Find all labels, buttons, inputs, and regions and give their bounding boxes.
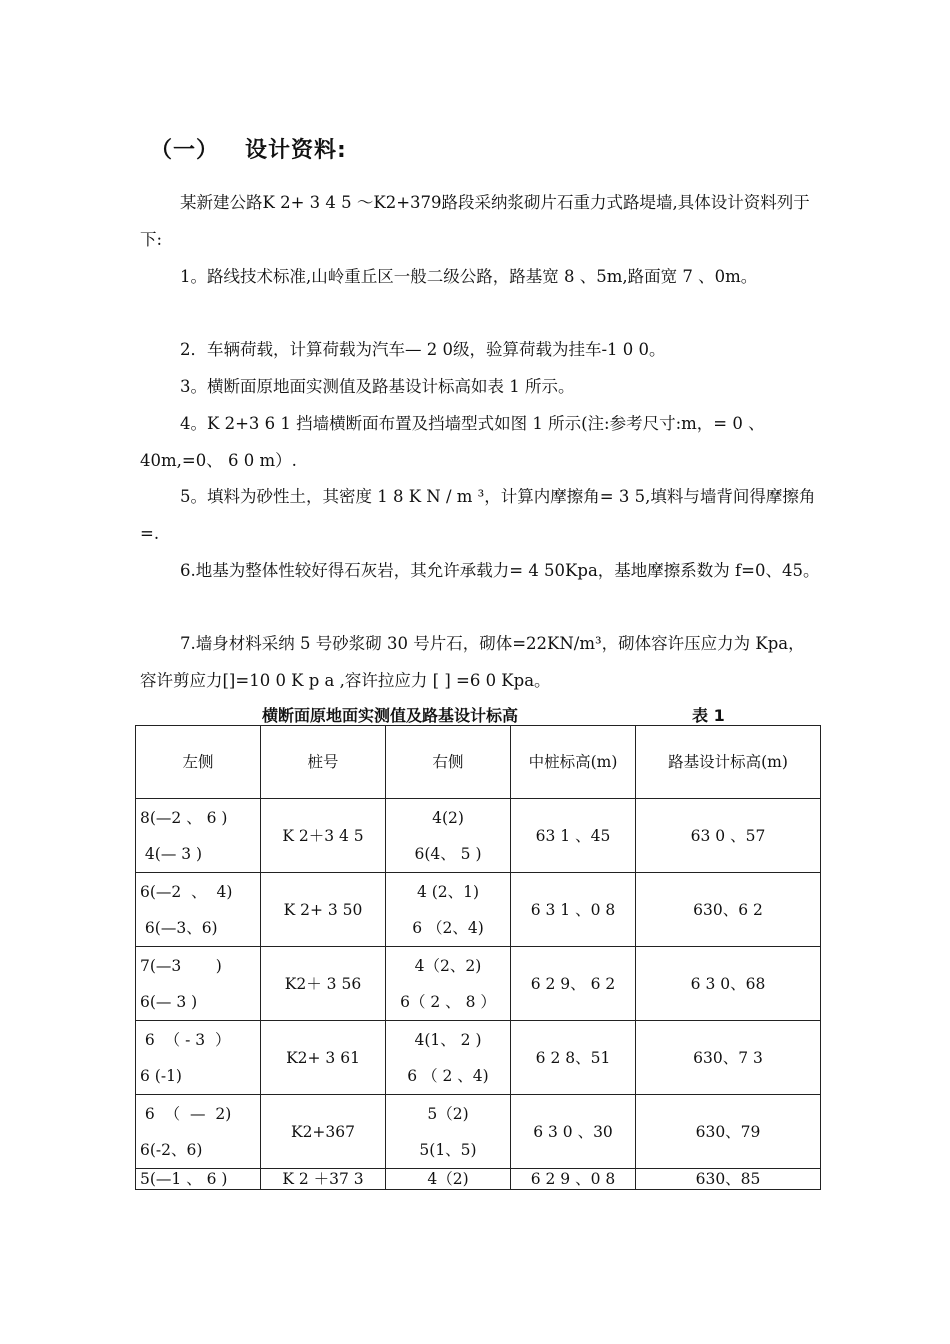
cell-line: 4(1、 2 ) <box>414 1030 482 1049</box>
column-header-right: 右侧 <box>386 726 511 799</box>
cell-line: 6 （ - 3 ） <box>140 1030 231 1049</box>
cell-design-elevation: 630、85 <box>636 1169 821 1190</box>
cell-center-elevation: 63 1 、45 <box>511 799 636 873</box>
cell-line: 6 （2、4) <box>412 918 484 937</box>
paragraph-item-1 <box>140 258 820 295</box>
cell-right-side <box>386 873 511 947</box>
cell-center-elevation: 6 2 9 、0 8 <box>511 1169 636 1190</box>
table-header-row <box>136 726 821 799</box>
table-label: 表 1 <box>692 706 725 725</box>
cell-line: 6（ 2 、 8 ） <box>400 992 496 1011</box>
cell-line: 5(1、5) <box>419 1140 477 1159</box>
cell-left-side <box>136 1169 261 1190</box>
column-header-left: 左侧 <box>136 726 261 799</box>
cell-line: 4（2) <box>427 1170 469 1188</box>
paragraph: 某新建公路K 2+ 3 4 5 ～K2+379路段采纳浆砌片石重力式路堤墙,具体设计资料列于下: <box>140 193 810 249</box>
paragraph: 1。路线技术标准,山岭重丘区一般二级公路，路基宽 8 、5m,路面宽 7 、0m。 <box>180 267 758 286</box>
cell-right-side <box>386 947 511 1021</box>
cell-line: 6 （ — 2) <box>140 1104 232 1123</box>
cell-station: K 2 ＋37 3 <box>261 1169 386 1190</box>
elevation-table <box>135 725 821 1190</box>
paragraph-item-7 <box>140 625 820 699</box>
cell-line: 7(—3 ) <box>140 956 222 975</box>
table-row <box>136 799 821 873</box>
cell-design-elevation: 6 3 0、68 <box>636 947 821 1021</box>
cell-line: 5（2) <box>427 1104 469 1123</box>
cell-center-elevation: 6 3 1 、0 8 <box>511 873 636 947</box>
cell-center-elevation: 6 2 8、51 <box>511 1021 636 1095</box>
section-number: （一） <box>150 138 220 163</box>
table-row <box>136 873 821 947</box>
table-row <box>136 1169 821 1190</box>
paragraph-item-2 <box>140 331 820 368</box>
column-header-station: 桩号 <box>261 726 386 799</box>
cell-line: 6 (-1) <box>140 1066 182 1085</box>
cell-design-elevation: 630、79 <box>636 1095 821 1169</box>
cell-center-elevation: 6 2 9、 6 2 <box>511 947 636 1021</box>
cell-design-elevation: 63 0 、57 <box>636 799 821 873</box>
section-heading <box>150 133 347 164</box>
paragraph: 6.地基为整体性较好得石灰岩，其允许承载力= 4 50Kpa，基地摩擦系数为 f=0、45。 <box>180 561 820 580</box>
cell-right-side <box>386 1021 511 1095</box>
section-title: 设计资料: <box>245 138 347 163</box>
cell-right-side <box>386 799 511 873</box>
table-caption <box>262 703 742 726</box>
cell-line: 8(—2 、 6 ) <box>140 808 228 827</box>
cell-left-side <box>136 1095 261 1169</box>
cell-station: K 2+ 3 50 <box>261 873 386 947</box>
cell-left-side <box>136 947 261 1021</box>
table-row <box>136 1021 821 1095</box>
cell-line: 6(—2 、 4) <box>140 882 233 901</box>
cell-line: 4(2) <box>432 808 464 827</box>
cell-line: 6(—3、6) <box>140 918 218 937</box>
paragraph-item-4 <box>140 405 820 479</box>
cell-station: K 2＋3 4 5 <box>261 799 386 873</box>
paragraph-item-3 <box>140 368 820 405</box>
cell-line: 5(—1 、 6 ) <box>140 1170 228 1188</box>
cell-station: K2＋ 3 56 <box>261 947 386 1021</box>
paragraph: 4。K 2+3 6 1 挡墙横断面布置及挡墙型式如图 1 所示(注:参考尺寸:m，= 0 、40m,=0、 6 0 m）. <box>140 414 765 470</box>
cell-left-side <box>136 873 261 947</box>
cell-left-side <box>136 799 261 873</box>
cell-station: K2+367 <box>261 1095 386 1169</box>
cell-line: 6(-2、6) <box>140 1140 203 1159</box>
table-row <box>136 947 821 1021</box>
table-title: 横断面原地面实测值及路基设计标高 <box>262 706 519 725</box>
cell-station: K2+ 3 61 <box>261 1021 386 1095</box>
paragraph: 3。横断面原地面实测值及路基设计标高如表 1 所示。 <box>180 377 575 396</box>
cell-center-elevation: 6 3 0 、30 <box>511 1095 636 1169</box>
cell-right-side <box>386 1169 511 1190</box>
cell-line: 4 (2、1) <box>416 882 480 901</box>
paragraph-intro <box>140 184 820 258</box>
paragraph-item-6 <box>140 552 820 589</box>
cell-design-elevation: 630、6 2 <box>636 873 821 947</box>
paragraph: 2．车辆荷载，计算荷载为汽车— 2 0级，验算荷载为挂车-1 0 0。 <box>180 340 666 359</box>
paragraph: 5。填料为砂性土，其密度 1 8 K N / m ³，计算内摩擦角= 3 5,填料与墙背间得摩擦角=. <box>140 487 816 543</box>
cell-line: 4(— 3 ) <box>140 844 203 863</box>
cell-line: 6(4、 5 ) <box>414 844 482 863</box>
cell-line: 6 （ 2 、4) <box>407 1066 489 1085</box>
table-row <box>136 1095 821 1169</box>
cell-left-side <box>136 1021 261 1095</box>
column-header-center-elevation: 中桩标高(m) <box>511 726 636 799</box>
cell-line: 6(— 3 ) <box>140 992 198 1011</box>
cell-line: 4（2、2) <box>414 956 482 975</box>
cell-design-elevation: 630、7 3 <box>636 1021 821 1095</box>
paragraph-item-5 <box>140 478 820 552</box>
paragraph: 7.墙身材料采纳 5 号砂浆砌 30 号片石，砌体=22KN/m³，砌体容许压应力为 Kpa，容许剪应力[]=10 0 K p a ,容许拉应力 [ ] =6 0 Kpa。 <box>140 634 805 690</box>
cell-right-side <box>386 1095 511 1169</box>
column-header-design-elevation: 路基设计标高(m) <box>636 726 821 799</box>
